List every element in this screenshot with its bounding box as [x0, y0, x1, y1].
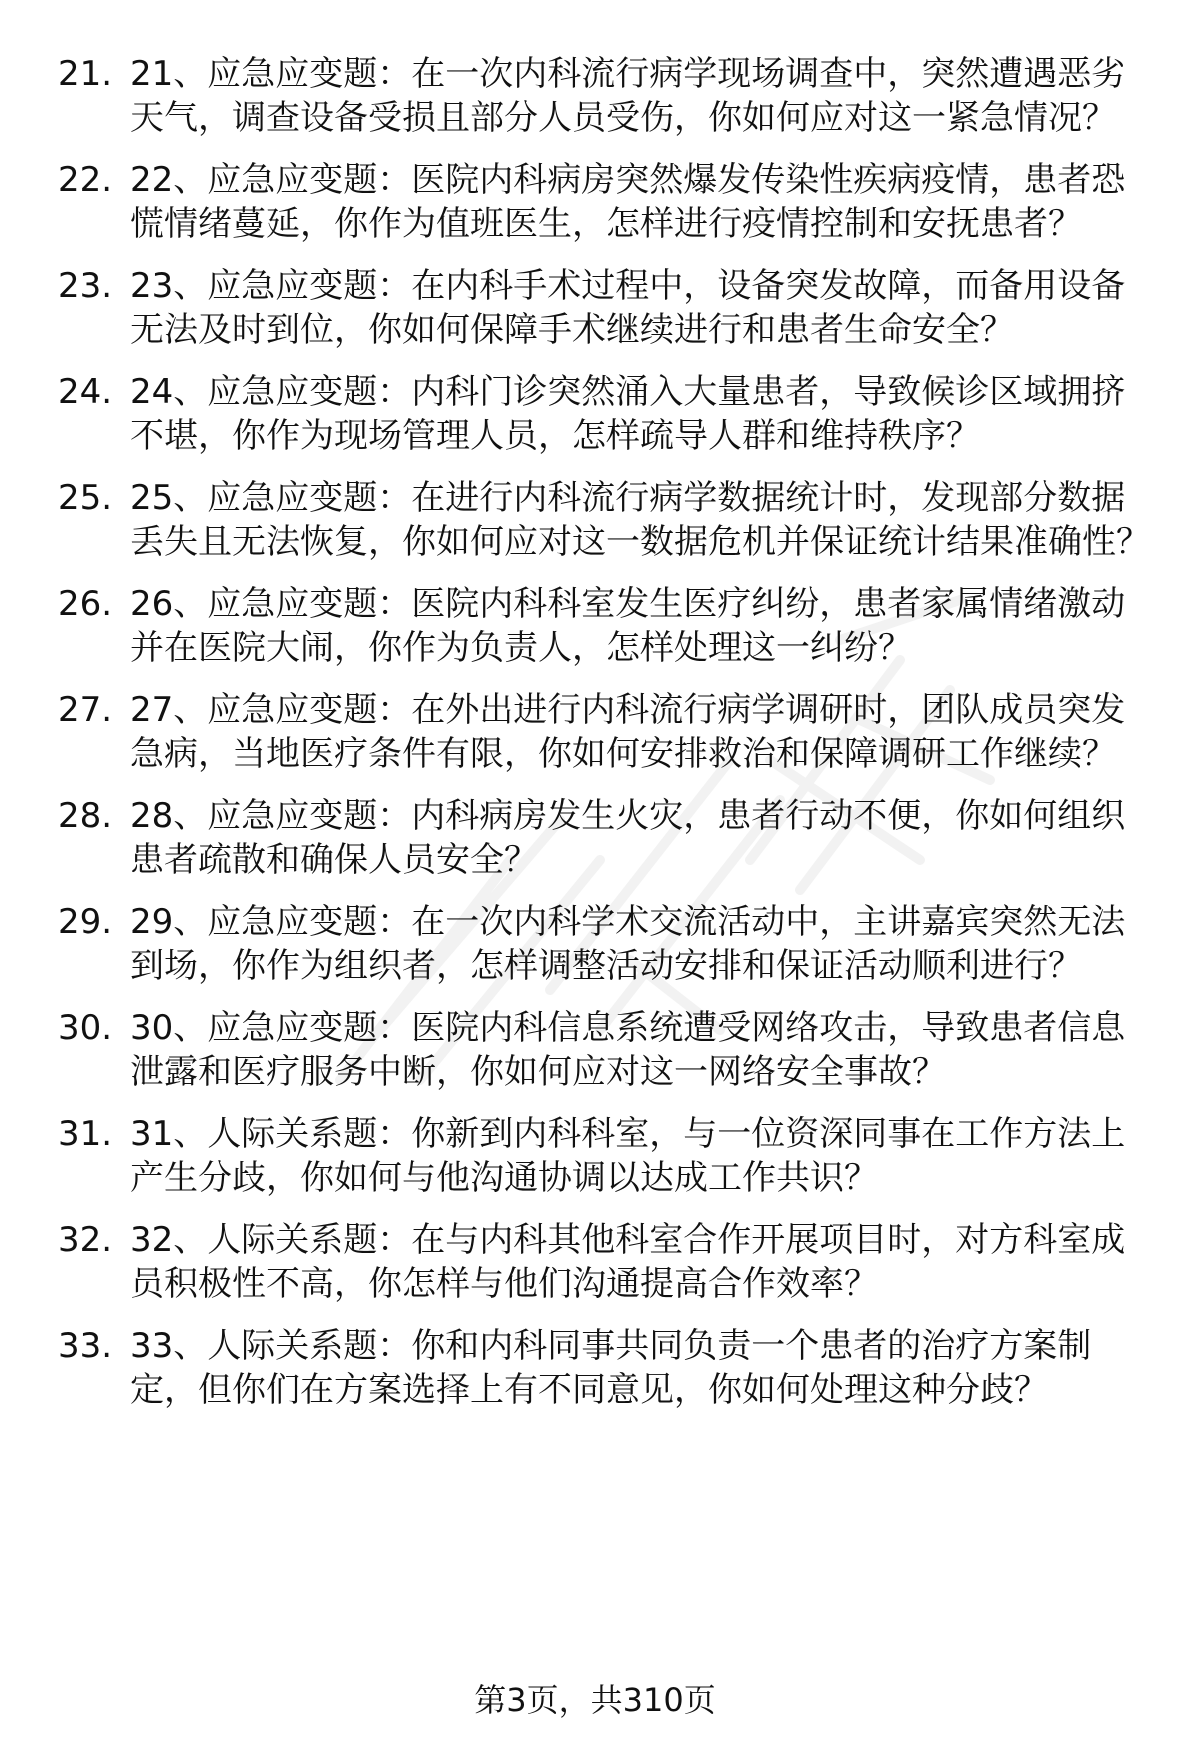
- question-text: 25、应急应变题：在进行内科流行病学数据统计时，发现部分数据丢失且无法恢复，你如何应对这一数据危机并保证统计结果准确性？: [130, 478, 1150, 562]
- question-item: [0, 1006, 1190, 1094]
- question-item: [0, 1218, 1190, 1306]
- question-text: 24、应急应变题：内科门诊突然涌入大量患者，导致候诊区域拥挤不堪，你作为现场管理人员，怎样疏导人群和维持秩序？: [130, 372, 1126, 456]
- question-number: 26.: [58, 584, 113, 624]
- question-text: 28、应急应变题：内科病房发生火灾，患者行动不便，你如何组织患者疏散和确保人员安全？: [130, 796, 1126, 880]
- question-number: 31.: [58, 1114, 113, 1154]
- question-item: [0, 688, 1190, 776]
- question-number: 32.: [58, 1220, 113, 1260]
- question-number: 28.: [58, 796, 113, 836]
- question-list: [0, 52, 1190, 1430]
- question-item: [0, 370, 1190, 458]
- question-number: 25.: [58, 478, 113, 518]
- question-number: 33.: [58, 1326, 113, 1366]
- question-text: 32、人际关系题：在与内科其他科室合作开展项目时，对方科室成员积极性不高，你怎样与他们沟通提高合作效率？: [130, 1220, 1126, 1304]
- question-text: 27、应急应变题：在外出进行内科流行病学调研时，团队成员突发急病，当地医疗条件有限，你如何安排救治和保障调研工作继续？: [130, 690, 1126, 774]
- question-item: [0, 264, 1190, 352]
- question-item: [0, 794, 1190, 882]
- question-text: 31、人际关系题：你新到内科科室，与一位资深同事在工作方法上产生分歧，你如何与他沟通协调以达成工作共识？: [130, 1114, 1126, 1198]
- question-text: 23、应急应变题：在内科手术过程中，设备突发故障，而备用设备无法及时到位，你如何保障手术继续进行和患者生命安全？: [130, 266, 1126, 350]
- question-text: 30、应急应变题：医院内科信息系统遭受网络攻击，导致患者信息泄露和医疗服务中断，你如何应对这一网络安全事故？: [130, 1008, 1126, 1092]
- question-item: [0, 1324, 1190, 1412]
- question-item: [0, 1112, 1190, 1200]
- question-text: 21、应急应变题：在一次内科流行病学现场调查中，突然遭遇恶劣天气，调查设备受损且部分人员受伤，你如何应对这一紧急情况？: [130, 54, 1126, 138]
- question-item: [0, 900, 1190, 988]
- question-text: 22、应急应变题：医院内科病房突然爆发传染性疾病疫情，患者恐慌情绪蔓延，你作为值班医生，怎样进行疫情控制和安抚患者？: [130, 160, 1126, 244]
- question-number: 23.: [58, 266, 113, 306]
- question-number: 24.: [58, 372, 113, 412]
- question-item: [0, 476, 1190, 564]
- question-number: 29.: [58, 902, 113, 942]
- question-item: [0, 158, 1190, 246]
- question-text: 26、应急应变题：医院内科科室发生医疗纠纷，患者家属情绪激动并在医院大闹，你作为负责人，怎样处理这一纠纷？: [130, 584, 1126, 668]
- question-number: 30.: [58, 1008, 113, 1048]
- question-item: [0, 582, 1190, 670]
- question-text: 33、人际关系题：你和内科同事共同负责一个患者的治疗方案制定，但你们在方案选择上有不同意见，你如何处理这种分歧？: [130, 1326, 1092, 1410]
- page-footer: 第3页，共310页: [474, 1681, 716, 1719]
- question-text: 29、应急应变题：在一次内科学术交流活动中，主讲嘉宾突然无法到场，你作为组织者，怎样调整活动安排和保证活动顺利进行？: [130, 902, 1126, 986]
- question-number: 22.: [58, 160, 113, 200]
- question-item: [0, 52, 1190, 140]
- question-number: 27.: [58, 690, 113, 730]
- question-number: 21.: [58, 54, 113, 94]
